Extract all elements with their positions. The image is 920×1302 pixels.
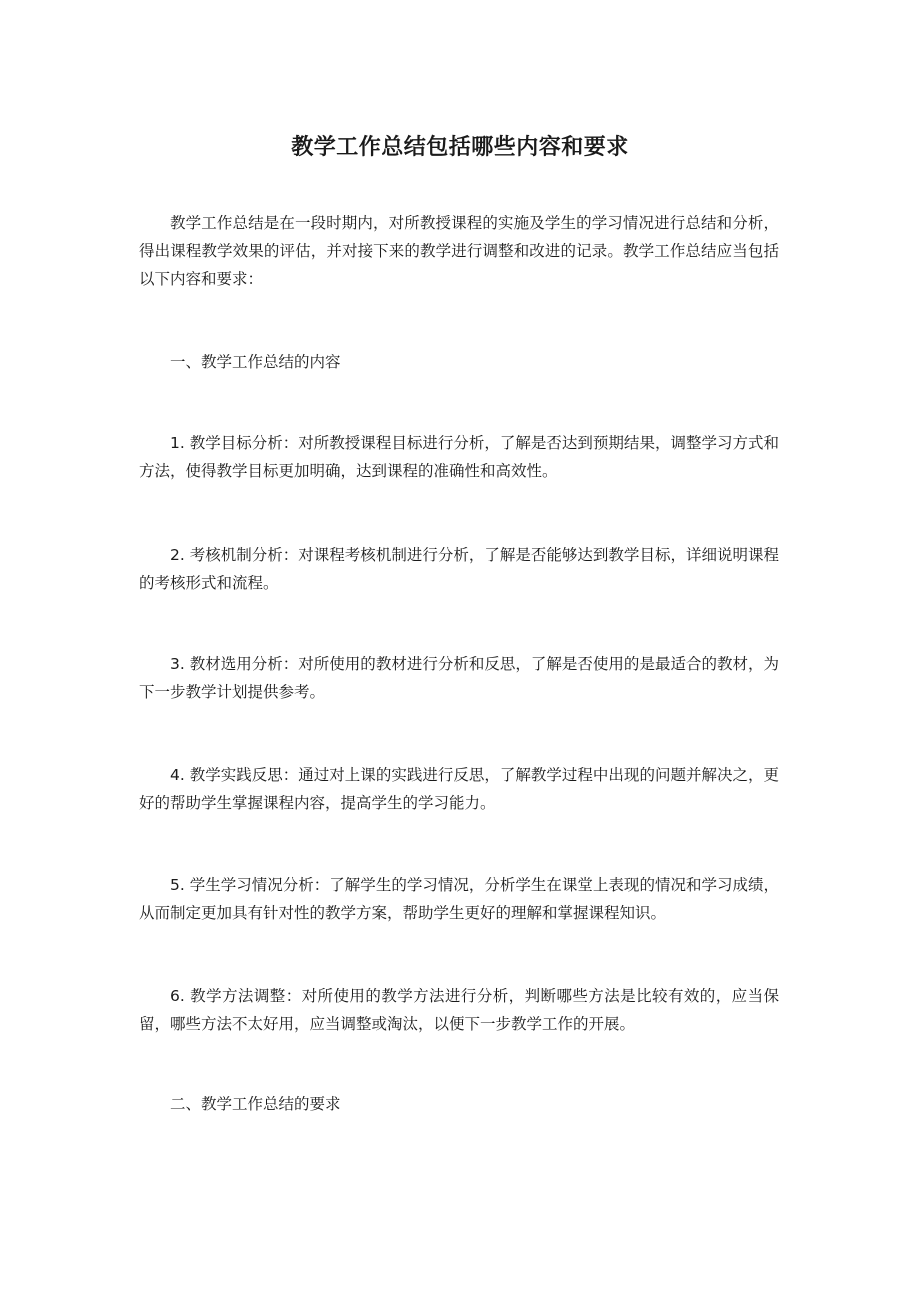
section-heading-contents: 一、教学工作总结的内容 (170, 353, 341, 371)
list-item-textbook: 3. 教材选用分析：对所使用的教材进行分析和反思，了解是否使用的是最适合的教材，为下一步教学计划提供参考。 (139, 655, 779, 701)
list-item-practice-reflection: 4. 教学实践反思：通过对上课的实践进行反思，了解教学过程中出现的问题并解决之，更好的帮助学生掌握课程内容，提高学生的学习能力。 (139, 766, 779, 812)
list-item-teaching-goals: 1. 教学目标分析：对所教授课程目标进行分析，了解是否达到预期结果，调整学习方式和方法，使得教学目标更加明确，达到课程的准确性和高效性。 (139, 434, 779, 480)
intro-paragraph: 教学工作总结是在一段时期内，对所教授课程的实施及学生的学习情况进行总结和分析，得出课程教学效果的评估，并对接下来的教学进行调整和改进的记录。教学工作总结应当包括以下内容和要求： (139, 214, 779, 288)
section-heading-requirements: 二、教学工作总结的要求 (170, 1095, 341, 1113)
list-item-method-adjustment: 6. 教学方法调整：对所使用的教学方法进行分析，判断哪些方法是比较有效的，应当保留，哪些方法不太好用，应当调整或淘汰，以便下一步教学工作的开展。 (139, 987, 779, 1033)
list-item-student-learning: 5. 学生学习情况分析：了解学生的学习情况，分析学生在课堂上表现的情况和学习成绩，从而制定更加具有针对性的教学方案，帮助学生更好的理解和掌握课程知识。 (139, 876, 779, 922)
list-item-assessment: 2. 考核机制分析：对课程考核机制进行分析，了解是否能够达到教学目标，详细说明课程的考核形式和流程。 (139, 546, 779, 592)
document-title: 教学工作总结包括哪些内容和要求 (291, 135, 629, 160)
